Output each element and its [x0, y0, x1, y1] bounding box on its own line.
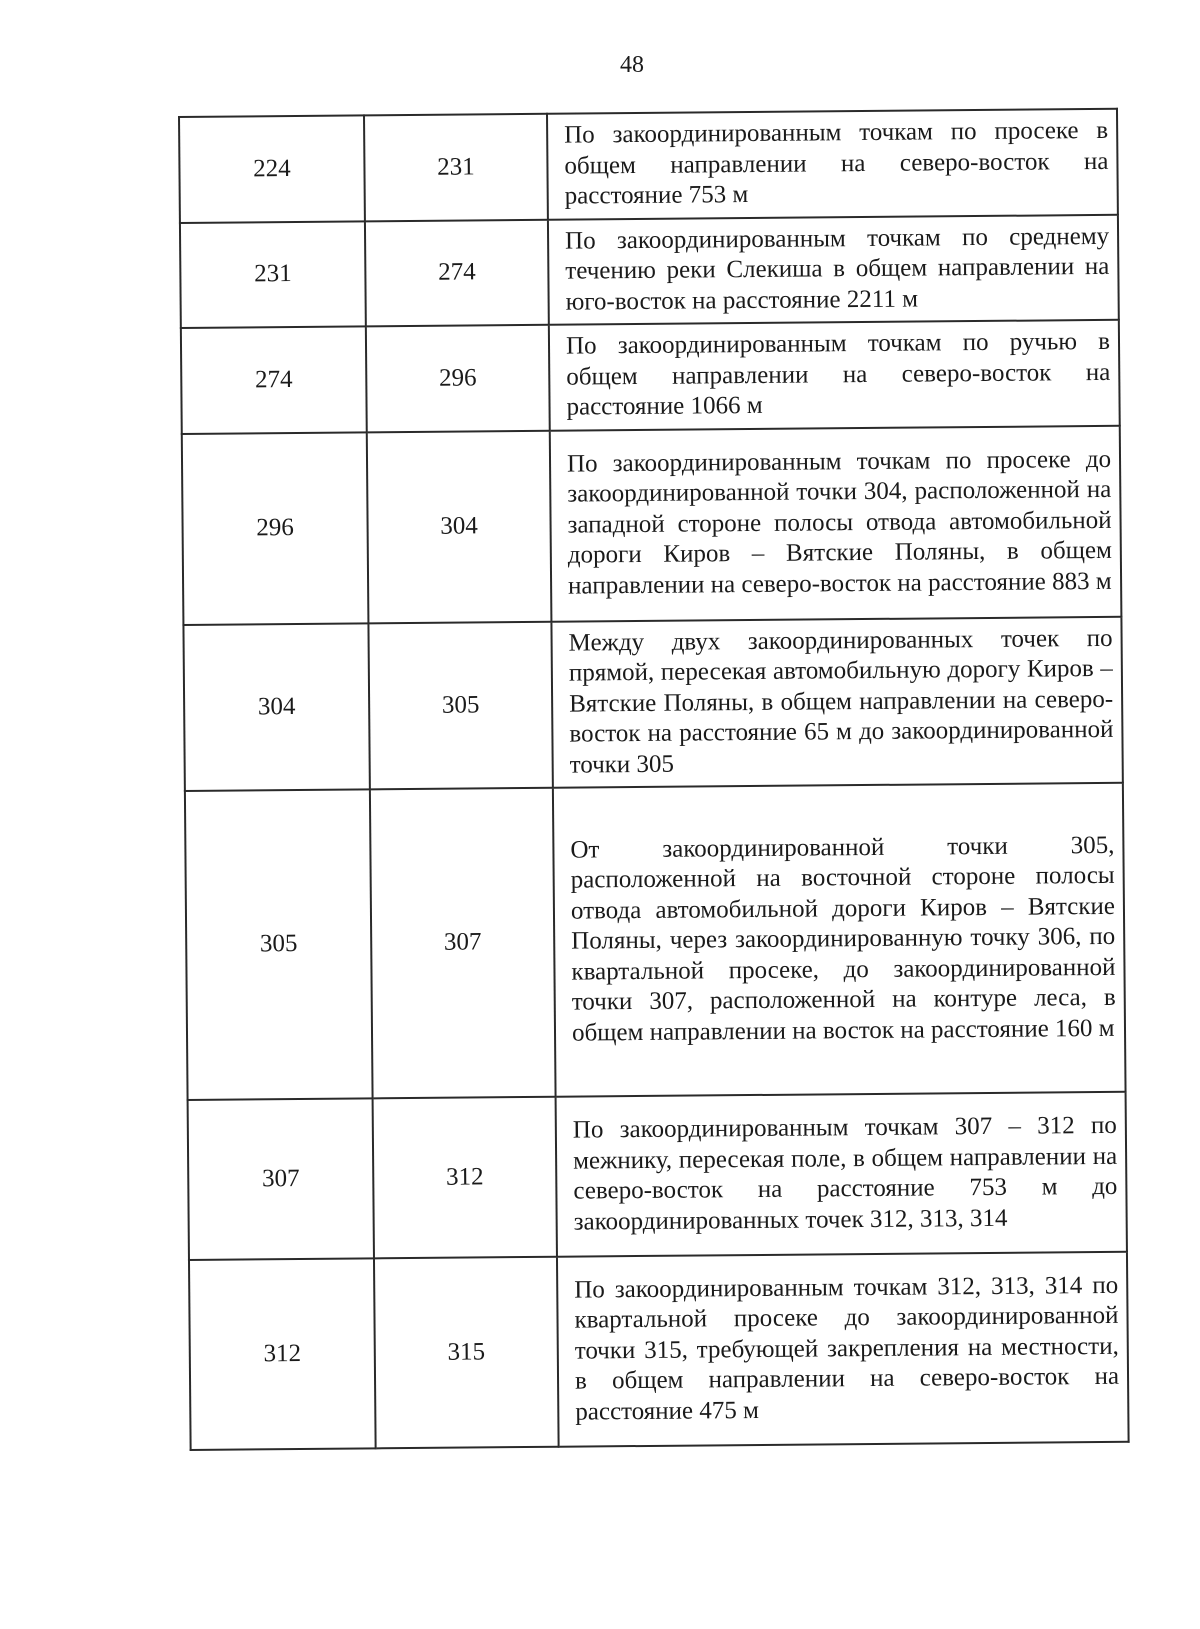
from-point-cell: 304	[183, 623, 369, 791]
table-row	[181, 320, 1120, 434]
description-cell: По закоординированным точкам по среднему течению реки Слекиша в общем направлении на юго-восток на расстояние 2211 м	[548, 214, 1119, 324]
description-cell: По закоординированным точкам 307 – 312 по межнику, пересекая поле, в общем направлении на северо-восток на расстояние 753 м до закоординированных точек 312, 313, 314	[556, 1092, 1127, 1257]
to-point-cell: 231	[364, 114, 548, 221]
page-number: 48	[620, 52, 644, 78]
table-row	[179, 109, 1118, 223]
table-row	[182, 425, 1122, 624]
description-cell: От закоординированной точки 305, расположенной на восточной стороне полосы отвода автомобильной дороги Киров – Вятские Поляны, через закоординированную точку 306, по квартальной просеке, до закоординированной точки 307, расположенной на контуре леса, в общем направлении на восток на расстояние 160 м	[553, 783, 1126, 1097]
to-point-cell: 307	[370, 788, 556, 1099]
to-point-cell: 312	[373, 1097, 557, 1259]
from-point-cell: 307	[188, 1098, 374, 1260]
from-point-cell: 274	[181, 326, 367, 433]
to-point-cell: 296	[366, 325, 550, 432]
table-row	[183, 616, 1122, 791]
from-point-cell: 296	[182, 432, 369, 625]
description-cell: Между двух закоординированных точек по прямой, пересекая автомобильную дорогу Киров – Вятские Поляны, в общем направлении на северо-восток на расстояние 65 м до закоординированной точки 305	[551, 616, 1122, 787]
boundary-table	[178, 108, 1130, 1451]
table-row	[180, 214, 1119, 328]
description-cell: По закоординированным точкам 312, 313, 314 по квартальной просеке до закоординированной точки 315, требующей закрепления на местности, в общем направлении на северо-восток на расстояние 475 м	[557, 1252, 1129, 1447]
to-point-cell: 305	[368, 621, 552, 789]
from-point-cell: 231	[180, 221, 366, 328]
to-point-cell: 315	[374, 1257, 559, 1449]
table-row	[185, 783, 1126, 1100]
table-row	[189, 1252, 1129, 1450]
description-cell: По закоординированным точкам по ручью в общем направлении на северо-восток на расстояние 1066 м	[549, 320, 1120, 430]
from-point-cell: 312	[189, 1258, 376, 1450]
table-row	[188, 1092, 1127, 1260]
to-point-cell: 304	[367, 430, 552, 623]
description-cell: По закоординированным точкам по просеке в общем направлении на северо-восток на расстояние 753 м	[547, 109, 1118, 219]
to-point-cell: 274	[365, 219, 549, 326]
from-point-cell: 224	[179, 115, 365, 222]
from-point-cell: 305	[185, 789, 373, 1100]
description-cell: По закоординированным точкам по просеке до закоординированной точки 304, расположенной на западной стороне полосы отвода автомобильной дороги Киров – Вятские Поляны, в общем направлении на северо-восток на расстояние 883 м	[550, 425, 1122, 621]
